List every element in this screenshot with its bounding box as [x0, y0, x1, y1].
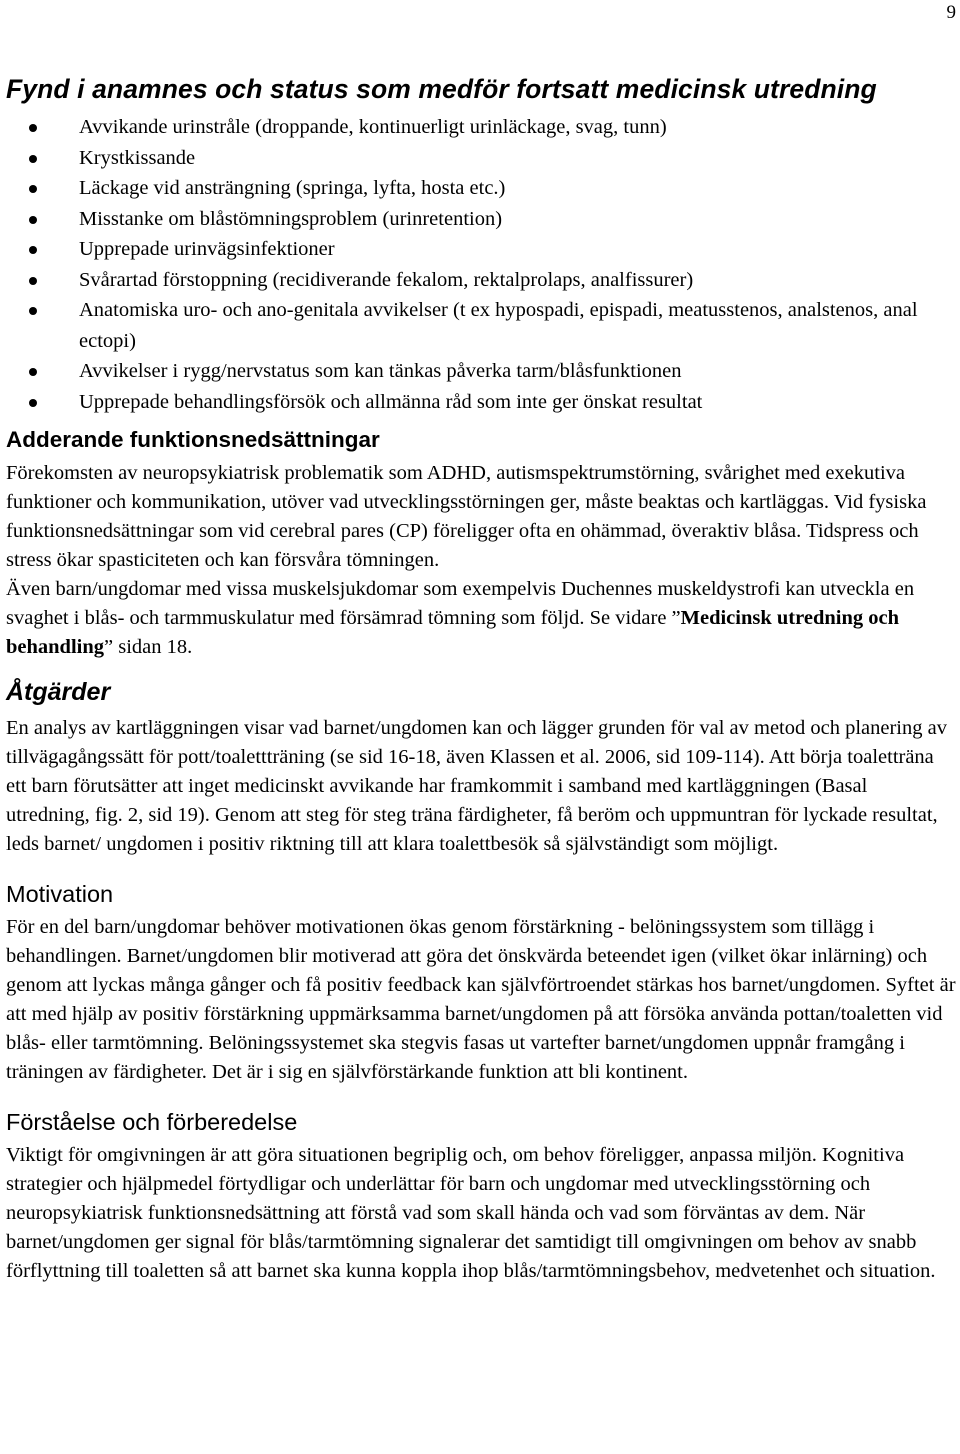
- bullet-icon: [29, 155, 37, 163]
- measures-heading: Åtgärder: [6, 678, 111, 706]
- measures-paragraph: En analys av kartläggningen visar vad barnet/ungdomen kan och lägger grunden för val av metod och planering av tillvägagångssätt för pott/toalettträning (se sid 16-18, även Klassen et al. 2006, sid 109-114). Att börja toaletträna ett barn förutsätter att inget medicinskt avvikande har framkommit i samband med kartläggningen (Basal utredning, fig. 2, sid 19). Genom att steg för steg träna färdigheter, få beröm och uppmuntran för lyckade resultat, leds barnet/ ungdomen i positiv riktning till att klara toalettbesök så självständigt som möjligt.: [6, 717, 947, 855]
- additional-disabilities-paragraph: Förekomsten av neuropsykiatrisk problematik som ADHD, autismspektrumstörning, svårighet med exekutiva funktioner och kommunikation, utöver vad utvecklingsstörningen ger, måste beaktas och kartläggas. Vid fysiska funktionsnedsättningar som vid cerebral pares (CP) föreligger ofta en ohämmad, överaktiv blåsa. Tidspress och stress ökar spasticiteten och kan försvåra tömningen.: [6, 462, 927, 571]
- list-item: Krystkissande: [6, 143, 956, 174]
- findings-list: [6, 112, 956, 417]
- bullet-icon: [29, 277, 37, 285]
- list-item: Upprepade urinvägsinfektioner: [6, 234, 956, 265]
- list-item: Misstanke om blåstömningsproblem (urinretention): [6, 204, 956, 235]
- bullet-icon: [29, 399, 37, 407]
- list-item: Avvikelser i rygg/nervstatus som kan tänkas påverka tarm/blåsfunktionen: [6, 356, 956, 387]
- bullet-icon: [29, 368, 37, 376]
- bullet-icon: [29, 216, 37, 224]
- bullet-icon: [29, 124, 37, 132]
- understanding-paragraph: Viktigt för omgivningen är att göra situationen begriplig och, om behov föreligger, anpassa miljön. Kognitiva strategier och hjälpmedel förtydligar och underlättar för barn och ungdomar med utvecklingsstörning och neuropsykiatrisk funktionsnedsättning att förstå vad som skall hända och vad som förväntas av dem. När barnet/ungdomen ger signal för blås/tarmtömning signalerar det samtidigt till omgivningen om behov av snabb förflyttning till toaletten så att barnet ska kunna koppla ihop blås/tarmtömningsbehov, medvetenhet och situation.: [6, 1144, 936, 1282]
- list-item: Anatomiska uro- och ano-genitala avvikelser (t ex hypospadi, epispadi, meatusstenos, analstenos, anal ectopi): [6, 295, 956, 356]
- bullet-icon: [29, 307, 37, 315]
- list-item: Avvikande urinstråle (droppande, kontinuerligt urinläckage, svag, tunn): [6, 112, 956, 143]
- understanding-heading: Förståelse och förberedelse: [6, 1109, 298, 1135]
- findings-heading: Fynd i anamnes och status som medför fortsatt medicinsk utredning: [6, 74, 877, 104]
- list-item: Läckage vid ansträngning (springa, lyfta, hosta etc.): [6, 173, 956, 204]
- cross-reference: Medicinsk utredning och behandling: [6, 607, 899, 658]
- additional-disabilities-heading: Adderande funktionsnedsättningar: [6, 427, 380, 452]
- document-body: [6, 72, 956, 1286]
- page-number: 9: [946, 2, 956, 23]
- list-item: Svårartad förstoppning (recidiverande fekalom, rektalprolaps, analfissurer): [6, 265, 956, 296]
- list-item: Upprepade behandlingsförsök och allmänna råd som inte ger önskat resultat: [6, 387, 956, 418]
- bullet-icon: [29, 246, 37, 254]
- bullet-icon: [29, 185, 37, 193]
- muscle-disease-paragraph: Även barn/ungdomar med vissa muskelsjukdomar som exempelvis Duchennes muskeldystrofi kan utveckla en svaghet i blås- och tarmmuskulatur med försämrad tömning som följd. Se vidare ”Medicinsk utredning och behandling” sidan 18.: [6, 578, 915, 658]
- motivation-paragraph: För en del barn/ungdomar behöver motivationen ökas genom förstärkning - belöningssystem som tillägg i behandlingen. Barnet/ungdomen blir motiverad att göra det önskvärda beteendet igen (vilket ökar inlärning) och genom att lyckas många gånger och få positiv feedback kan självförtroendet stärkas hos barnet/ungdomen. Syftet är att med hjälp av positiv förstärkning uppmärksamma barnet/ungdomen på att försöka använda pottan/toaletten vid blås- eller tarmtömning. Belöningssystemet ska stegvis fasas ut vartefter barnet/ungdomen uppnår framgång i träningen av färdigheter. Det är i sig en självförstärkande funktion att bli kontinent.: [6, 916, 956, 1083]
- motivation-heading: Motivation: [6, 881, 114, 907]
